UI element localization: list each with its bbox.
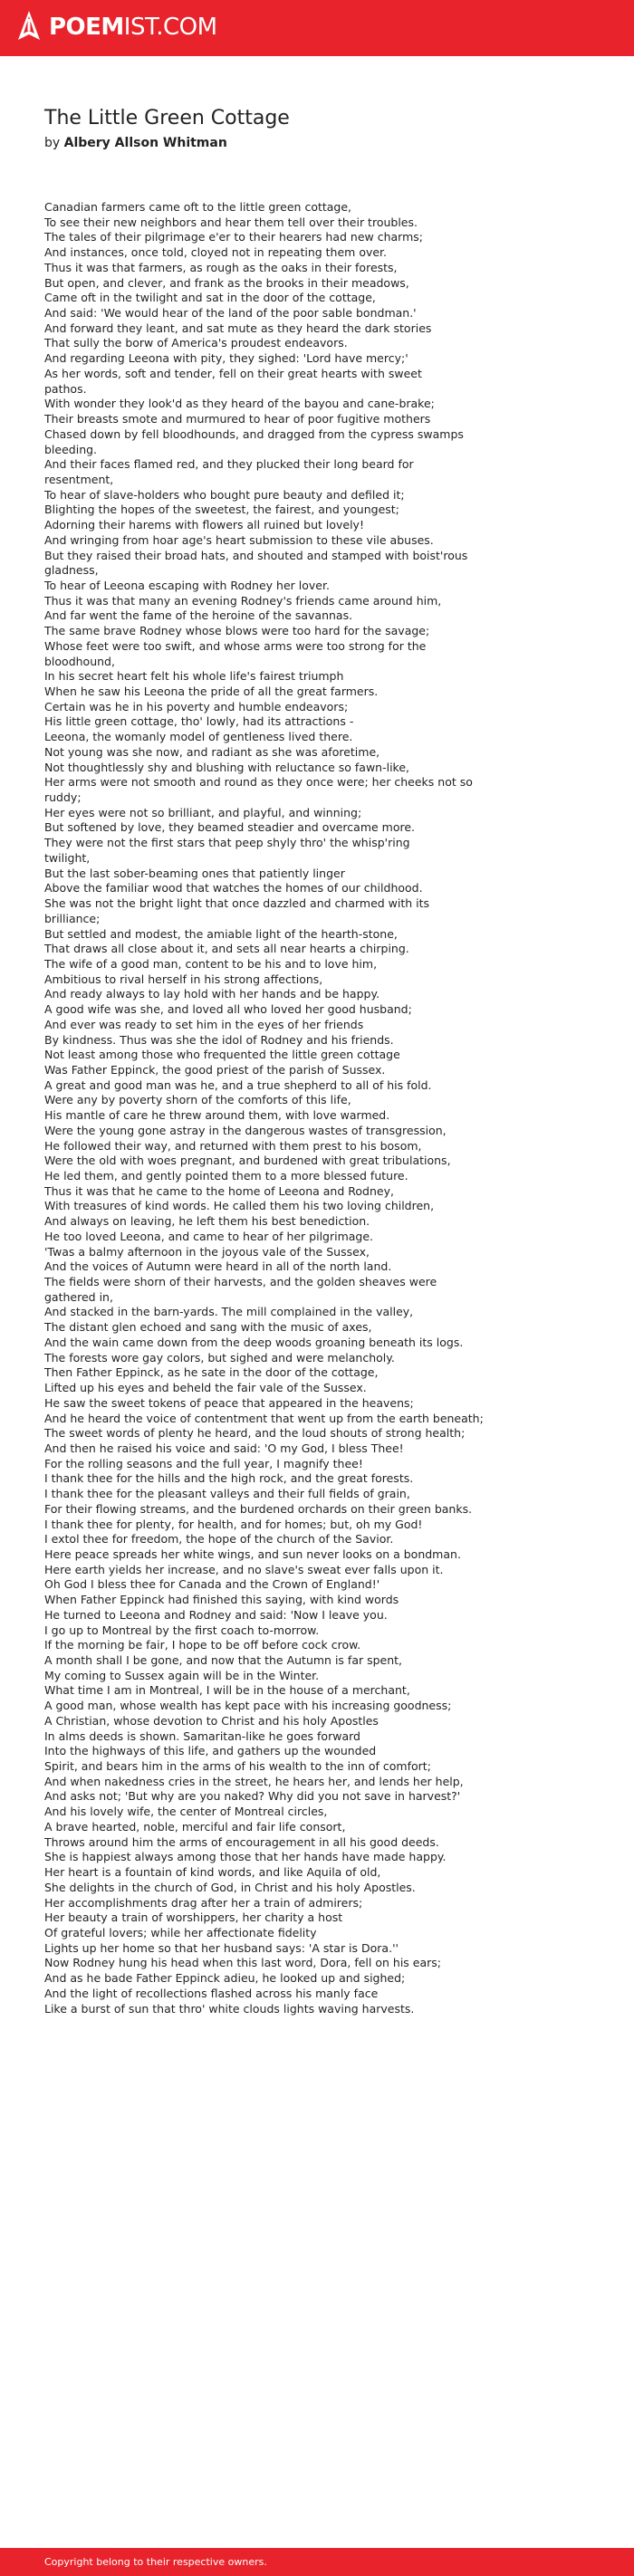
poem-line: A good man, whose wealth has kept pace with his increasing goodness; — [44, 1699, 452, 1713]
poem-line: A month shall I be gone, and now that the Autumn is far spent, — [44, 1653, 403, 1667]
poem-line: Her beauty a train of worshippers, her charity a host — [44, 1910, 343, 1925]
poem-line: And he heard the voice of contentment that went up from the earth beneath; — [44, 1411, 484, 1425]
poem-line: I extol thee for freedom, the hope of the church of the Savior. — [44, 1532, 394, 1547]
poem-line: And forward they leant, and sat mute as they heard the dark stories — [44, 321, 432, 335]
poem-line: Lifted up his eyes and beheld the fair vale of the Sussex. — [44, 1381, 367, 1395]
poem-line: I thank thee for the pleasant valleys and their full fields of grain, — [44, 1487, 410, 1501]
poem-line: Thus it was that farmers, as rough as the oaks in their forests, — [44, 260, 398, 274]
poem-line: Above the familiar wood that watches the homes of our childhood. — [44, 881, 423, 895]
footer-copyright: Copyright belong to their respective owners. — [44, 2556, 267, 2568]
poem-line: And stacked in the barn-yards. The mill complained in the valley, — [44, 1305, 414, 1319]
site-footer — [0, 2548, 634, 2576]
poem-line: If the morning be fair, I hope to be off before cock crow. — [44, 1638, 361, 1652]
poem-line: She was not the bright light that once dazzled and charmed with its — [44, 896, 430, 911]
poem-line: And when nakedness cries in the street, he hears her, and lends her help, — [44, 1774, 464, 1788]
poem-line: Here earth yields her increase, and no slave's sweat ever falls upon it. — [44, 1562, 444, 1576]
poem-line: Canadian farmers came oft to the little green cottage, — [44, 200, 352, 214]
poem-line: As her words, soft and tender, fell on their great hearts with sweet — [44, 366, 422, 380]
poem-line: But they raised their broad hats, and shouted and stamped with boist'rous — [44, 548, 468, 562]
site-logo[interactable] — [16, 10, 217, 44]
poem-line: I go up to Montreal by the first coach to-morrow. — [44, 1623, 320, 1637]
poem-line: She delights in the church of God, in Christ and his holy Apostles. — [44, 1880, 416, 1894]
poem-line: To hear of Leeona escaping with Rodney her lover. — [44, 578, 330, 592]
poem-line: To see their new neighbors and hear them tell over their troubles. — [44, 215, 418, 229]
poem-line: resentment, — [44, 472, 114, 486]
site-logo-text — [49, 10, 217, 44]
logo-bold-text: POEM — [49, 14, 124, 41]
poem-line: Ambitious to rival herself in his strong affections, — [44, 972, 323, 986]
poem-line: Blighting the hopes of the sweetest, the fairest, and youngest; — [44, 503, 399, 517]
poem-line: And ever was ready to set him in the eyes of her friends — [44, 1017, 364, 1031]
poem-line: bleeding. — [44, 442, 98, 456]
poem-line: And the voices of Autumn were heard in all of the north land. — [44, 1259, 392, 1274]
poem-line: They were not the first stars that peep shyly thro' the whisp'ring — [44, 836, 410, 850]
poem-line: 'Twas a balmy afternoon in the joyous vale of the Sussex, — [44, 1244, 370, 1259]
poem-line: And wringing from hoar age's heart submission to these vile abuses. — [44, 532, 434, 547]
poem-line: Not young was she now, and radiant as she was aforetime, — [44, 744, 380, 759]
poem-line: Adorning their harems with flowers all ruined but lovely! — [44, 518, 364, 532]
poem-line: A good wife was she, and loved all who loved her good husband; — [44, 1002, 412, 1017]
poem-line: That sully the borw of America's proudest endeavors. — [44, 336, 348, 350]
poem-line: The forests wore gay colors, but sighed and were melancholy. — [44, 1350, 395, 1365]
poem-line: Throws around him the arms of encouragement in all his good deeds. — [44, 1834, 439, 1849]
poem-line: gladness, — [44, 563, 99, 578]
poem-line: Were the old with woes pregnant, and burdened with great tribulations, — [44, 1154, 451, 1168]
poem-byline — [44, 134, 227, 152]
poem-line: The wife of a good man, content to be his and to love him, — [44, 956, 378, 971]
poem-line: I thank thee for the hills and the high rock, and the great forests. — [44, 1471, 414, 1486]
byline-prefix: by — [44, 136, 61, 150]
poem-line: Her heart is a fountain of kind words, and like Aquila of old, — [44, 1865, 381, 1880]
poem-line: And the wain came down from the deep woods groaning beneath its logs. — [44, 1335, 464, 1349]
poem-line: twilight, — [44, 850, 91, 865]
poem-line: And the light of recollections flashed across his manly face — [44, 1986, 379, 2000]
poem-line: To hear of slave-holders who bought pure beauty and defiled it; — [44, 487, 405, 502]
poem-line: But open, and clever, and frank as the brooks in their meadows, — [44, 275, 409, 290]
poem-line: She is happiest always among those that her hands have made happy. — [44, 1850, 447, 1864]
poem-body — [44, 200, 524, 2016]
poem-line: And regarding Leeona with pity, they sighed: 'Lord have mercy;' — [44, 351, 408, 366]
poem-line: And far went the fame of the heroine of the savannas. — [44, 608, 353, 623]
poem-line: brilliance; — [44, 911, 101, 925]
poem-line: And asks not; 'But why are you naked? Why did you not save in harvest?' — [44, 1789, 461, 1804]
poem-line: The tales of their pilgrimage e'er to their hearers had new charms; — [44, 230, 423, 244]
poem-line: That draws all close about it, and sets all near hearts a chirping. — [44, 942, 409, 956]
poem-line: And instances, once told, cloyed not in repeating them over. — [44, 245, 388, 260]
poem-title: The Little Green Cottage — [44, 107, 290, 129]
poem-line: He followed their way, and returned with them prest to his bosom, — [44, 1138, 422, 1153]
poem-line: By kindness. Thus was she the idol of Rodney and his friends. — [44, 1032, 394, 1047]
poem-line: And said: 'We would hear of the land of the poor sable bondman.' — [44, 306, 417, 321]
poem-line: For their flowing streams, and the burdened orchards on their green banks. — [44, 1501, 473, 1516]
poem-line: bloodhound, — [44, 654, 115, 668]
poem-line: When he saw his Leeona the pride of all the great farmers. — [44, 685, 379, 698]
poem-line: Their breasts smote and murmured to hear of poor fugitive mothers — [44, 412, 431, 426]
poem-line: Then Father Eppinck, as he sate in the door of the cottage, — [44, 1365, 379, 1380]
poem-line: The distant glen echoed and sang with the music of axes, — [44, 1320, 372, 1335]
poem-line: What time I am in Montreal, I will be in the house of a merchant, — [44, 1683, 410, 1698]
poem-line: Her accomplishments drag after her a train of admirers; — [44, 1895, 363, 1910]
poem-line: Like a burst of sun that thro' white clouds lights waving harvests. — [44, 2001, 415, 2016]
poem-line: Certain was he in his poverty and humble endeavors; — [44, 699, 349, 713]
poem-line: ruddy; — [44, 790, 82, 805]
poem-line: The fields were shorn of their harvests, and the golden sheaves were — [44, 1275, 437, 1289]
site-header — [0, 0, 634, 56]
poem-line: Spirit, and bears him in the arms of his wealth to the inn of comfort; — [44, 1759, 431, 1774]
author-link[interactable]: Albery Allson Whitman — [63, 136, 227, 150]
poem-line: And their faces flamed red, and they plucked their long beard for — [44, 457, 414, 472]
poem-line: In his secret heart felt his whole life's fairest triumph — [44, 669, 344, 684]
poem-line: My coming to Sussex again will be in the Winter. — [44, 1668, 320, 1682]
poem-line: Were the young gone astray in the dangerous wastes of transgression, — [44, 1123, 447, 1137]
poem-line: And his lovely wife, the center of Montreal circles, — [44, 1805, 328, 1819]
poem-line: Chased down by fell bloodhounds, and dragged from the cypress swamps — [44, 426, 464, 441]
pen-nib-icon — [16, 10, 42, 44]
poem-line: For the rolling seasons and the full year, I magnify thee! — [44, 1456, 363, 1470]
poem-line: When Father Eppinck had finished this saying, with kind words — [44, 1593, 399, 1607]
poem-line: He too loved Leeona, and came to hear of her pilgrimage. — [44, 1229, 374, 1243]
poem-line: With wonder they look'd as they heard of the bayou and cane-brake; — [44, 397, 435, 411]
poem-line: Now Rodney hung his head when this last word, Dora, fell on his ears; — [44, 1956, 441, 1970]
poem-line: His mantle of care he threw around them, with love warmed. — [44, 1108, 390, 1123]
poem-line: Came oft in the twilight and sat in the door of the cottage, — [44, 291, 376, 305]
poem-line: A great and good man was he, and a true shepherd to all of his fold. — [44, 1077, 432, 1092]
logo-light-text: IST.COM — [123, 14, 217, 41]
poem-line: But settled and modest, the amiable light of the hearth-stone, — [44, 926, 398, 941]
poem-line: A Christian, whose devotion to Christ and his holy Apostles — [44, 1713, 379, 1728]
poem-line: He led them, and gently pointed them to a more blessed future. — [44, 1169, 408, 1183]
poem-line: I thank thee for plenty, for health, and for homes; but, oh my God! — [44, 1517, 423, 1531]
poem-line: And always on leaving, he left them his best benediction. — [44, 1214, 370, 1229]
poem-line: And then he raised his voice and said: 'O my God, I bless Thee! — [44, 1441, 404, 1455]
poem-line: But the last sober-beaming ones that patiently linger — [44, 866, 345, 880]
poem-line: Was Father Eppinck, the good priest of the parish of Sussex. — [44, 1062, 386, 1077]
poem-line: The same brave Rodney whose blows were too hard for the savage; — [44, 624, 430, 638]
poem-line: Her arms were not smooth and round as they once were; her cheeks not so — [44, 775, 473, 790]
poem-line: The sweet words of plenty he heard, and the loud shouts of strong health; — [44, 1426, 466, 1441]
poem-line: Were any by poverty shorn of the comforts of this life, — [44, 1093, 351, 1107]
poem-line: Not least among those who frequented the little green cottage — [44, 1048, 400, 1062]
poem-line: Thus it was that many an evening Rodney's friends came around him, — [44, 593, 442, 608]
poem-line: And ready always to lay hold with her hands and be happy. — [44, 987, 380, 1001]
poem-line: With treasures of kind words. He called them his two loving children, — [44, 1199, 435, 1213]
poem-line: But softened by love, they beamed steadier and overcame more. — [44, 820, 416, 835]
poem-line: Not thoughtlessly shy and blushing with reluctance so fawn-like, — [44, 760, 410, 774]
poem-line: Here peace spreads her white wings, and sun never looks on a bondman. — [44, 1547, 461, 1561]
poem-line: Of grateful lovers; while her affectionate fidelity — [44, 1925, 317, 1939]
poem-line: He saw the sweet tokens of peace that appeared in the heavens; — [44, 1395, 414, 1410]
poem-line: pathos. — [44, 381, 87, 396]
poem-line: gathered in, — [44, 1289, 113, 1304]
poem-line: In alms deeds is shown. Samaritan-like he goes forward — [44, 1729, 360, 1743]
poem-line: Whose feet were too swift, and whose arms were too strong for the — [44, 638, 427, 653]
poem-line: And as he bade Father Eppinck adieu, he looked up and sighed; — [44, 1971, 406, 1986]
poem-line: Into the highways of this life, and gathers up the wounded — [44, 1744, 377, 1758]
poem-line: Oh God I bless thee for Canada and the Crown of England!' — [44, 1577, 380, 1592]
poem-line: His little green cottage, tho' lowly, had its attractions - — [44, 714, 354, 729]
poem-line: Leeona, the womanly model of gentleness lived there. — [44, 730, 353, 744]
poem-line: A brave hearted, noble, merciful and fair life consort, — [44, 1819, 346, 1834]
poem-line: Thus it was that he came to the home of Leeona and Rodney, — [44, 1183, 394, 1198]
poem-line: Lights up her home so that her husband says: 'A star is Dora.'' — [44, 1940, 399, 1955]
poem-line: He turned to Leeona and Rodney and said: 'Now I leave you. — [44, 1607, 388, 1622]
poem-line: Her eyes were not so brilliant, and playful, and winning; — [44, 805, 362, 819]
